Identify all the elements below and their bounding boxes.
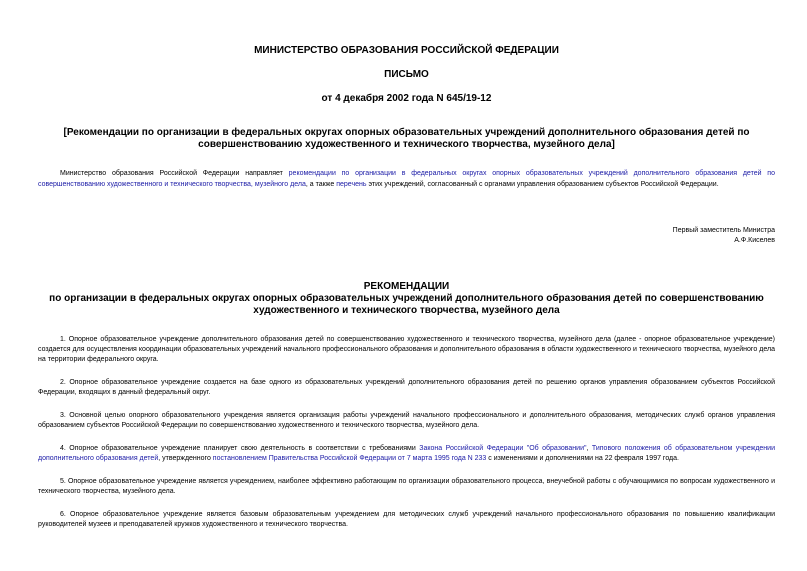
paragraph-1: 1. Опорное образовательное учреждение дополнительного образования детей по совершенствованию художественного и технического творчества, музейного дела (далее - опорное образовательное учреждение) создается для осуществления координации образовательных учреждений начального профессионального образования и дополнительного образования в области художественного и технического творчества, музейного дела на территории федерального округа. [38,336,775,363]
law-link[interactable]: Закона Российской Федерации "Об образовании" [419,445,587,452]
decree-link[interactable]: постановлением Правительства Российской Федерации от 7 марта 1995 года N 233 [212,455,487,462]
paragraph-6: 6. Опорное образовательное учреждение является базовым образовательным учреждением для методических служб учреждений начального профессионального образования по повышению квалификации руководителей музеев и преподавателей кружков художественного и технического творчества. [38,511,775,528]
regulation-link[interactable]: Типового положения об образовательном учреждении дополнительного образования детей [38,445,775,462]
document-type: ПИСЬМО [384,69,429,80]
intro-text-middle: , а также [305,181,337,188]
document-title: [Рекомендации по организации в федеральных округах опорных образовательных учреждений дополнительного образования детей по совершенствованию художественного и технического творчества, музейного дела] [63,127,750,150]
p4-text-3: , утвержденного [158,455,213,462]
signature-position: Первый заместитель Министра [672,227,775,234]
p4-text-1: 4. Опорное образовательное учреждение планирует свою деятельность в соответствии с требованиями [60,445,420,452]
ministry-name: МИНИСТЕРСТВО ОБРАЗОВАНИЯ РОССИЙСКОЙ ФЕДЕРАЦИИ [254,45,559,56]
p4-text-2: , [586,445,592,452]
intro-paragraph [38,168,775,190]
paragraph-2: 2. Опорное образовательное учреждение создается на базе одного из образовательных учреждений дополнительного образования детей по решению органов управления образованием субъектов Российской Федерации, входящих в данный федеральный округ. [38,379,775,396]
paragraph-5: 5. Опорное образовательное учреждение является учреждением, наиболее эффективно работающим по организации образовательного процесса, внеучебной работы с обучающимися по вопросам художественного и технического творчества, музейного дела. [38,478,775,495]
p4-text-4: с изменениями и дополнениями на 22 февраля 1997 года. [486,455,679,462]
intro-text-before: Министерство образования Российской Федерации направляет [60,170,289,177]
list-link[interactable]: перечень [336,181,367,188]
intro-text-after: этих учреждений, согласованный с органами управления образованием субъектов Российской Федерации. [366,181,719,188]
signature-name: А.Ф.Киселев [734,237,775,244]
recommendations-link[interactable]: рекомендации по организации в федеральных округах опорных образовательных учреждений дополнительного образования детей по совершенствованию художественного и технического творчества, музейного дела [38,170,775,188]
paragraph-4 [38,444,775,464]
document-date-number: от 4 декабря 2002 года N 645/19-12 [321,93,492,104]
recommendations-heading: РЕКОМЕНДАЦИИ [363,281,450,292]
recommendations-subtitle: по организации в федеральных округах опорных образовательных учреждений дополнительного образования детей по совершенствованию художественного и технического творчества, музейного дела [49,293,764,316]
paragraph-3: 3. Основной целью опорного образовательного учреждения является организация работы учреждений начального профессионального и дополнительного образования, методических служб органов управления образованием субъектов Российской Федерации по совершенствованию художественного и технического творчества, музейного дела. [38,412,775,429]
